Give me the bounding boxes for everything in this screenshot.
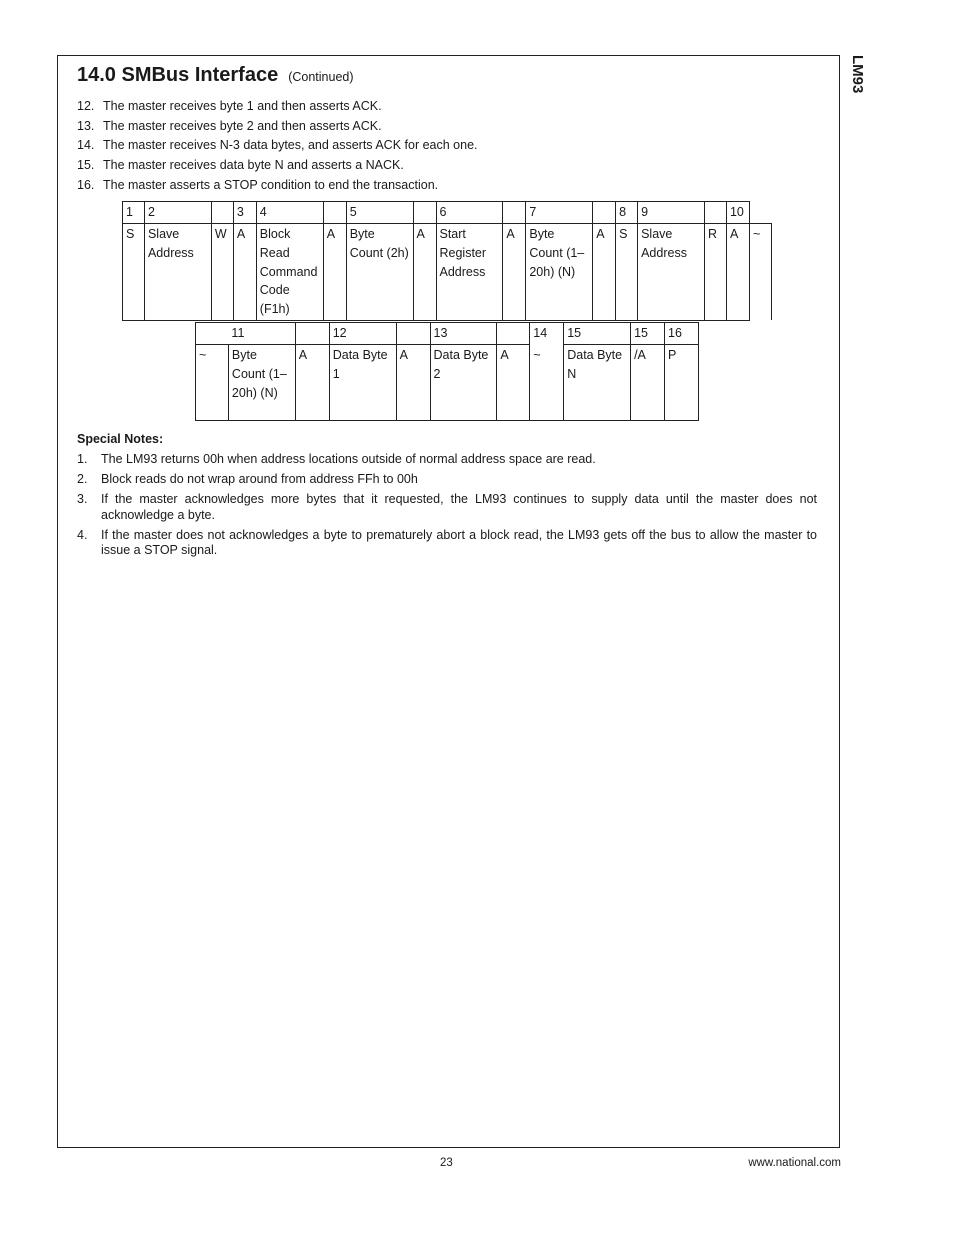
tilde-continuation: ~ [530, 345, 564, 421]
note-text: Block reads do not wrap around from address FFh to 00h [101, 472, 418, 486]
table-cell: 12 [329, 323, 396, 345]
table-cell: A [323, 224, 346, 321]
table-cell: Byte Count (1–20h) (N) [526, 224, 593, 321]
table-cell: 15 [631, 323, 665, 345]
list-item [77, 492, 817, 523]
note-text: The LM93 returns 00h when address locations outside of normal address space are read. [101, 452, 596, 466]
table-cell: S [616, 224, 638, 321]
table-cell: 2 [144, 202, 211, 224]
list-item [77, 472, 817, 488]
table-cell: Byte Count (2h) [346, 224, 413, 321]
table-cell: Data Byte 2 [430, 345, 497, 421]
table-cell: S [123, 224, 145, 321]
table-cell: Byte Count (1–20h) (N) [228, 345, 295, 421]
page-number: 23 [440, 1157, 453, 1169]
note-number: 3. [77, 492, 88, 506]
step-text: The master receives byte 2 and then asserts ACK. [103, 118, 382, 133]
packet-table-2 [195, 322, 699, 421]
table-cell: 7 [526, 202, 593, 224]
step-text: The master receives byte 1 and then asserts ACK. [103, 99, 382, 113]
table-cell: 15 [564, 323, 631, 345]
notes-heading: Special Notes: [77, 432, 164, 446]
table-cell: 16 [665, 323, 699, 345]
table-row [196, 345, 699, 421]
table-cell: 1 [123, 202, 145, 224]
tilde-continuation: ~ [749, 224, 771, 321]
table-cell: 14 [530, 323, 564, 345]
table-cell [497, 323, 530, 345]
table-cell: 10 [726, 202, 749, 224]
table-cell: A [593, 224, 616, 321]
list-item [77, 137, 478, 157]
table-cell: 11 [228, 323, 295, 345]
table-cell [503, 202, 526, 224]
table-cell [295, 323, 329, 345]
side-tab [848, 55, 868, 115]
table-cell: 3 [233, 202, 256, 224]
step-text: The master receives N-3 data bytes, and asserts ACK for each one. [103, 138, 478, 153]
table-cell [705, 202, 727, 224]
table-cell: P [665, 345, 699, 421]
table-cell: R [705, 224, 727, 321]
table-cell: /A [631, 345, 665, 421]
note-text: If the master acknowledges more bytes that it requested, the LM93 continues to supply data until the master does not acknowledge a byte. [101, 492, 817, 522]
table-row [196, 323, 699, 345]
step-list [77, 98, 478, 196]
table-cell: 5 [346, 202, 413, 224]
side-tab-label: LM93 [849, 55, 866, 94]
table-cell: W [211, 224, 233, 321]
table-cell: A [503, 224, 526, 321]
table-cell [593, 202, 616, 224]
table-cell: 8 [616, 202, 638, 224]
table-cell: A [295, 345, 329, 421]
continued-label: (Continued) [288, 70, 354, 84]
table-cell: Block Read Command Code (F1h) [256, 224, 323, 321]
step-number: 14. [77, 138, 95, 153]
list-item [77, 452, 817, 468]
table-cell [396, 323, 430, 345]
table-cell: Slave Address [144, 224, 211, 321]
table-cell [211, 202, 233, 224]
table-cell [196, 323, 229, 345]
table-cell: 9 [638, 202, 705, 224]
list-item [77, 157, 478, 177]
step-number: 15. [77, 158, 95, 173]
list-item [77, 177, 478, 197]
note-number: 2. [77, 472, 88, 486]
note-text: If the master does not acknowledges a byte to prematurely abort a block read, the LM93 gets off the bus to allow the master to issue a STOP signal. [101, 527, 817, 557]
note-number: 1. [77, 452, 88, 466]
table-row [123, 202, 772, 224]
table-cell [749, 202, 771, 224]
packet-table-1 [122, 201, 772, 321]
table-cell: 6 [436, 202, 503, 224]
table-cell: A [396, 345, 430, 421]
table-cell: A [233, 224, 256, 321]
step-text: The master asserts a STOP condition to end the transaction. [103, 177, 439, 192]
table-cell [413, 202, 436, 224]
table-row [123, 224, 772, 321]
step-number: 12. [77, 99, 95, 113]
table-cell: 4 [256, 202, 323, 224]
step-text: The master receives data byte N and asserts a NACK. [103, 158, 404, 173]
table-cell: Data Byte 1 [329, 345, 396, 421]
table-cell: A [497, 345, 530, 421]
table-cell [323, 202, 346, 224]
table-cell: A [726, 224, 749, 321]
table-cell: Slave Address [638, 224, 705, 321]
website-link[interactable]: www.national.com [748, 1157, 841, 1169]
table-cell: A [413, 224, 436, 321]
section-title [77, 64, 354, 87]
table-cell: 13 [430, 323, 497, 345]
list-item [77, 98, 478, 118]
step-number: 13. [77, 118, 95, 133]
note-number: 4. [77, 527, 88, 542]
list-item [77, 118, 478, 138]
table-cell: Start Register Address [436, 224, 503, 321]
notes-list [77, 452, 817, 563]
table-cell: Data Byte N [564, 345, 631, 421]
tilde-continuation: ~ [196, 345, 229, 421]
section-heading: 14.0 SMBus Interface [77, 64, 279, 86]
step-number: 16. [77, 177, 95, 192]
list-item [77, 528, 817, 559]
